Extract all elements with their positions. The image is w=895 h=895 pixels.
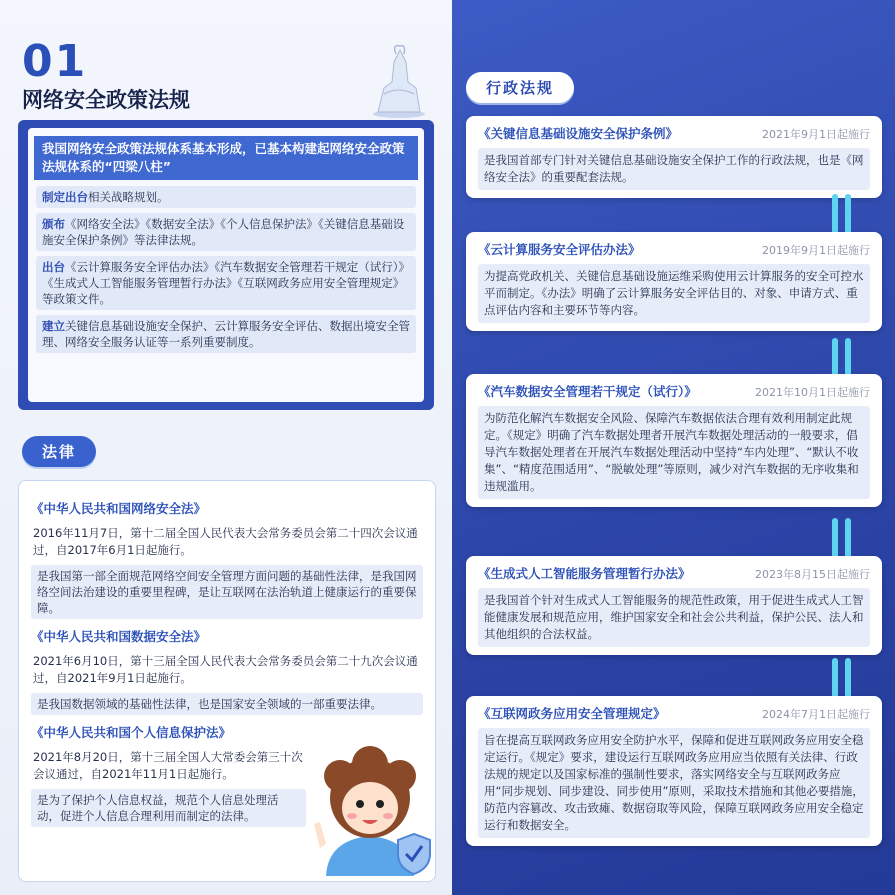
law-description: 是我国数据领域的基础性法律，也是国家安全领域的一部重要法律。	[31, 693, 423, 715]
overview-heading: 我国网络安全政策法规体系基本形成，已基本构建起网络安全政策法规体系的“四梁八柱”	[34, 136, 418, 180]
regulations-label: 行政法规	[466, 72, 574, 103]
regulation-date: 2021年9月1日起施行	[762, 128, 870, 141]
regulation-card	[466, 116, 882, 198]
regulation-title: 《生成式人工智能服务管理暂行办法》	[478, 566, 691, 581]
regulation-date: 2024年7月1日起施行	[762, 708, 870, 721]
overview-keyword: 出台	[42, 260, 65, 274]
regulation-title: 《汽车数据安全管理若干规定（试行）》	[478, 384, 697, 399]
regulation-date: 2019年9月1日起施行	[762, 244, 870, 257]
goat-statue-icon	[370, 42, 428, 118]
law-item	[31, 499, 423, 619]
overview-item	[36, 186, 416, 208]
regulation-card	[466, 696, 882, 846]
overview-keyword: 建立	[42, 319, 65, 333]
overview-item	[36, 256, 416, 310]
shield-check-icon	[398, 834, 430, 874]
regulation-description: 为提高党政机关、关键信息基础设施运维采购使用云计算服务的安全可控水平而制定。《办法》明确了云计算服务安全评估目的、对象、申请方式、重点评估内容和主要环节等内容。	[478, 264, 870, 323]
law-date: 2021年6月10日，第十三届全国人民代表大会常务委员会第二十九次会议通过，自2021年9月1日起施行。	[33, 654, 418, 685]
regulation-card	[466, 556, 882, 655]
laws-label: 法律	[22, 436, 96, 467]
law-item	[31, 627, 423, 715]
law-description: 是我国第一部全面规范网络空间安全管理方面问题的基础性法律，是我国网络空间法治建设的重要里程碑，是让互联网在法治轨道上健康运行的重要保障。	[31, 565, 423, 619]
law-title: 《中华人民共和国数据安全法》	[31, 629, 207, 644]
overview-content	[28, 128, 424, 402]
regulation-date: 2023年8月15日起施行	[755, 568, 870, 581]
regulation-card	[466, 374, 882, 507]
overview-keyword: 制定出台	[42, 190, 88, 204]
overview-text: 《云计算服务安全评估办法》《汽车数据安全管理若干规定（试行）》《生成式人工智能服务管理暂行办法》《互联网政务应用安全管理规定》等政策文件。	[42, 260, 410, 306]
regulation-description: 为防范化解汽车数据安全风险、保障汽车数据依法合理有效利用制定此规定。《规定》明确了汽车数据处理者开展汽车数据处理活动的一般要求，倡导汽车数据处理者在开展汽车数据处理活动中坚持“车内处理”、“默认不收集”、“精度范围适用”、“脱敏处理”等原则，减少对汽车数据的无序收集和违规滥用。	[478, 406, 870, 499]
regulation-description: 是我国首个针对生成式人工智能服务的规范性政策，用于促进生成式人工智能健康发展和规范应用，维护国家安全和社会公共利益，保护公民、法人和其他组织的合法权益。	[478, 588, 870, 647]
regulation-title: 《关键信息基础设施安全保护条例》	[478, 126, 679, 141]
law-description: 是为了保护个人信息权益，规范个人信息处理活动，促进个人信息合理利用而制定的法律。	[31, 789, 306, 827]
overview-panel	[18, 120, 434, 410]
overview-item	[36, 213, 416, 251]
law-date: 2016年11月7日，第十二届全国人民代表大会常务委员会第二十四次会议通过，自2017年6月1日起施行。	[33, 526, 418, 557]
law-date: 2021年8月20日，第十三届全国人大常委会第三十次会议通过，自2021年11月1日起施行。	[33, 750, 303, 781]
law-title: 《中华人民共和国个人信息保护法》	[31, 725, 232, 740]
regulation-card	[466, 232, 882, 331]
overview-text: 关键信息基础设施安全保护、云计算服务安全评估、数据出境安全管理、网络安全服务认证等一系列重要制度。	[42, 319, 410, 349]
section-number: 01	[22, 36, 88, 87]
cartoon-mascot-icon	[306, 736, 434, 876]
section-title: 网络安全政策法规	[22, 88, 190, 112]
overview-text: 相关战略规划。	[88, 190, 169, 204]
regulation-date: 2021年10月1日起施行	[755, 386, 870, 399]
regulation-description: 旨在提高互联网政务应用安全防护水平，保障和促进互联网政务应用安全稳定运行。《规定》要求，建设运行互联网政务应用应当依照有关法律、行政法规的规定以及国家标准的强制性要求，落实网络安全与互联网政务应用“同步规划、同步建设、同步使用”原则，采取技术措施和其他必要措施，防范内容篡改、攻击致瘫、数据窃取等风险，保障互联网政务应用安全稳定运行和数据安全。	[478, 728, 870, 838]
overview-text: 《网络安全法》《数据安全法》《个人信息保护法》《关键信息基础设施安全保护条例》等法律法规。	[42, 217, 405, 247]
overview-item	[36, 315, 416, 353]
overview-keyword: 颁布	[42, 217, 65, 231]
law-title: 《中华人民共和国网络安全法》	[31, 501, 207, 516]
regulation-title: 《互联网政务应用安全管理规定》	[478, 706, 666, 721]
regulation-title: 《云计算服务安全评估办法》	[478, 242, 641, 257]
regulation-description: 是我国首部专门针对关键信息基础设施安全保护工作的行政法规，也是《网络安全法》的重要配套法规。	[478, 148, 870, 190]
